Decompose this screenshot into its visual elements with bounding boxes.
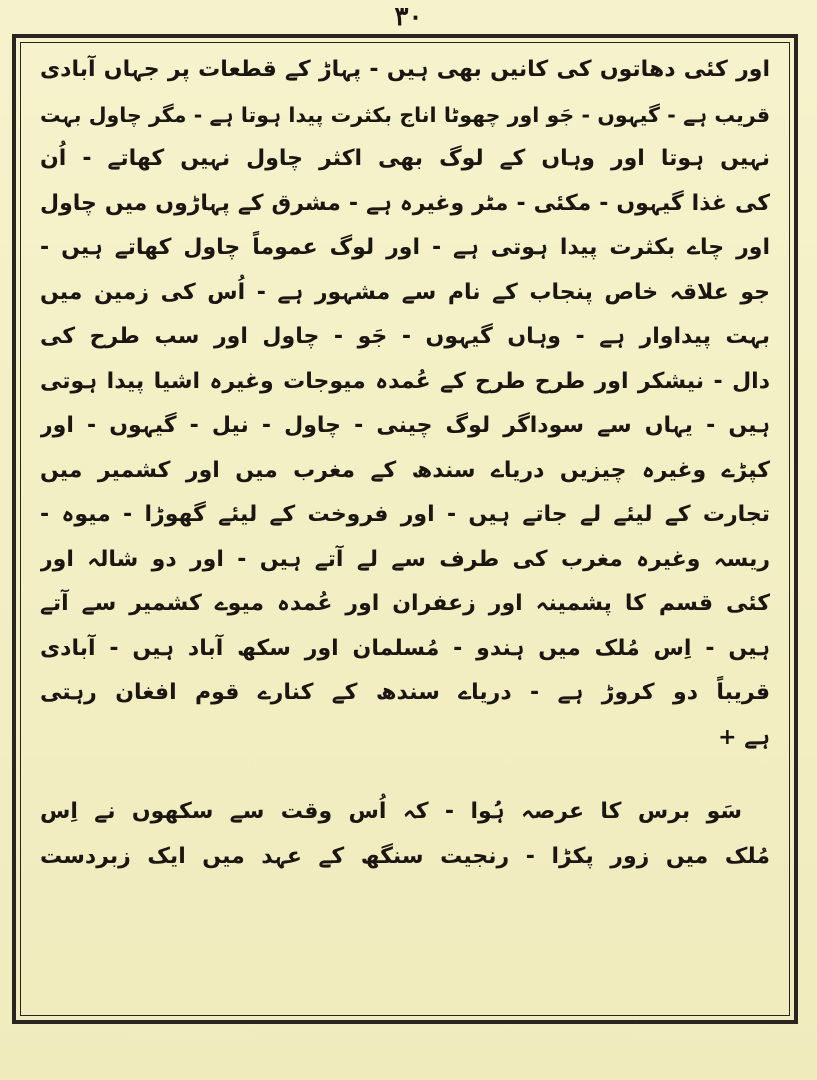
paragraph-2 bbox=[40, 790, 770, 879]
text-line: دال - نیشکر اور طرح طرح کے عُمدہ میوجات وغیرہ اشیا پیدا ہوتی bbox=[40, 368, 770, 394]
text-line: نہیں ہوتا اور وہاں کے لوگ بھی اکثر چاول نہیں کھاتے - اُن bbox=[40, 146, 770, 171]
text-line: ریسہ وغیرہ مغرب کی طرف سے لے آتے ہیں - اور دو شالہ اور bbox=[40, 546, 770, 572]
text-line: ہیں - اِس مُلک میں ہندو - مُسلمان اور سکھ آباد ہیں - آبادی bbox=[40, 635, 770, 661]
paragraph-gap bbox=[40, 760, 770, 790]
text-line: سَو برس کا عرصہ ہُوا - کہ اُس وقت سے سکھوں نے اِس bbox=[40, 799, 742, 824]
body-text bbox=[40, 48, 770, 879]
text-line: بہت پیداوار ہے - وہاں گیہوں - جَو - چاول اور سب طرح کی bbox=[40, 324, 770, 349]
text-line: جو علاقہ خاص پنجاب کے نام سے مشہور ہے - اُس کی زمین میں bbox=[40, 279, 770, 305]
text-line: کی غذا گیہوں - مکئی - مٹر وغیرہ ہے - مشرق کے پہاڑوں میں چاول bbox=[40, 190, 770, 216]
text-line: کپڑے وغیرہ چیزیں دریاے سندھ کے مغرب میں اور کشمیر میں bbox=[40, 457, 770, 483]
text-line: کئی قسم کا پشمینہ اور زعفران اور عُمدہ میوے کشمیر سے آتے bbox=[40, 591, 770, 616]
text-line: قریب ہے - گیہوں - جَو اور چھوٹا اناج بکثرت پیدا ہوتا ہے - مگر چاول بہت bbox=[40, 102, 770, 127]
text-line: ہے + bbox=[718, 724, 770, 750]
text-line: مُلک میں زور پکڑا - رنجیت سنگھ کے عہد میں ایک زبردست bbox=[40, 843, 770, 869]
page-number: ۳۰ bbox=[394, 2, 423, 32]
text-line: تجارت کے لیئے لے جاتے ہیں - اور فروخت کے لیئے گھوڑا - میوہ - bbox=[40, 502, 770, 527]
paragraph-1 bbox=[40, 48, 770, 760]
text-line: قریباً دو کروڑ ہے - دریاے سندھ کے کنارے قوم افغان رہتی bbox=[40, 680, 770, 705]
text-line: اور کئی دھاتوں کی کانیں بھی ہیں - پہاڑ کے قطعات پر جہاں آبادی bbox=[40, 57, 770, 82]
text-line: ہیں - یہاں سے سوداگر لوگ چینی - چاول - نیل - گیہوں - اور bbox=[40, 413, 770, 438]
text-line: اور چاے بکثرت پیدا ہوتی ہے - اور لوگ عموماً چاول کھاتے ہیں - bbox=[40, 235, 770, 260]
